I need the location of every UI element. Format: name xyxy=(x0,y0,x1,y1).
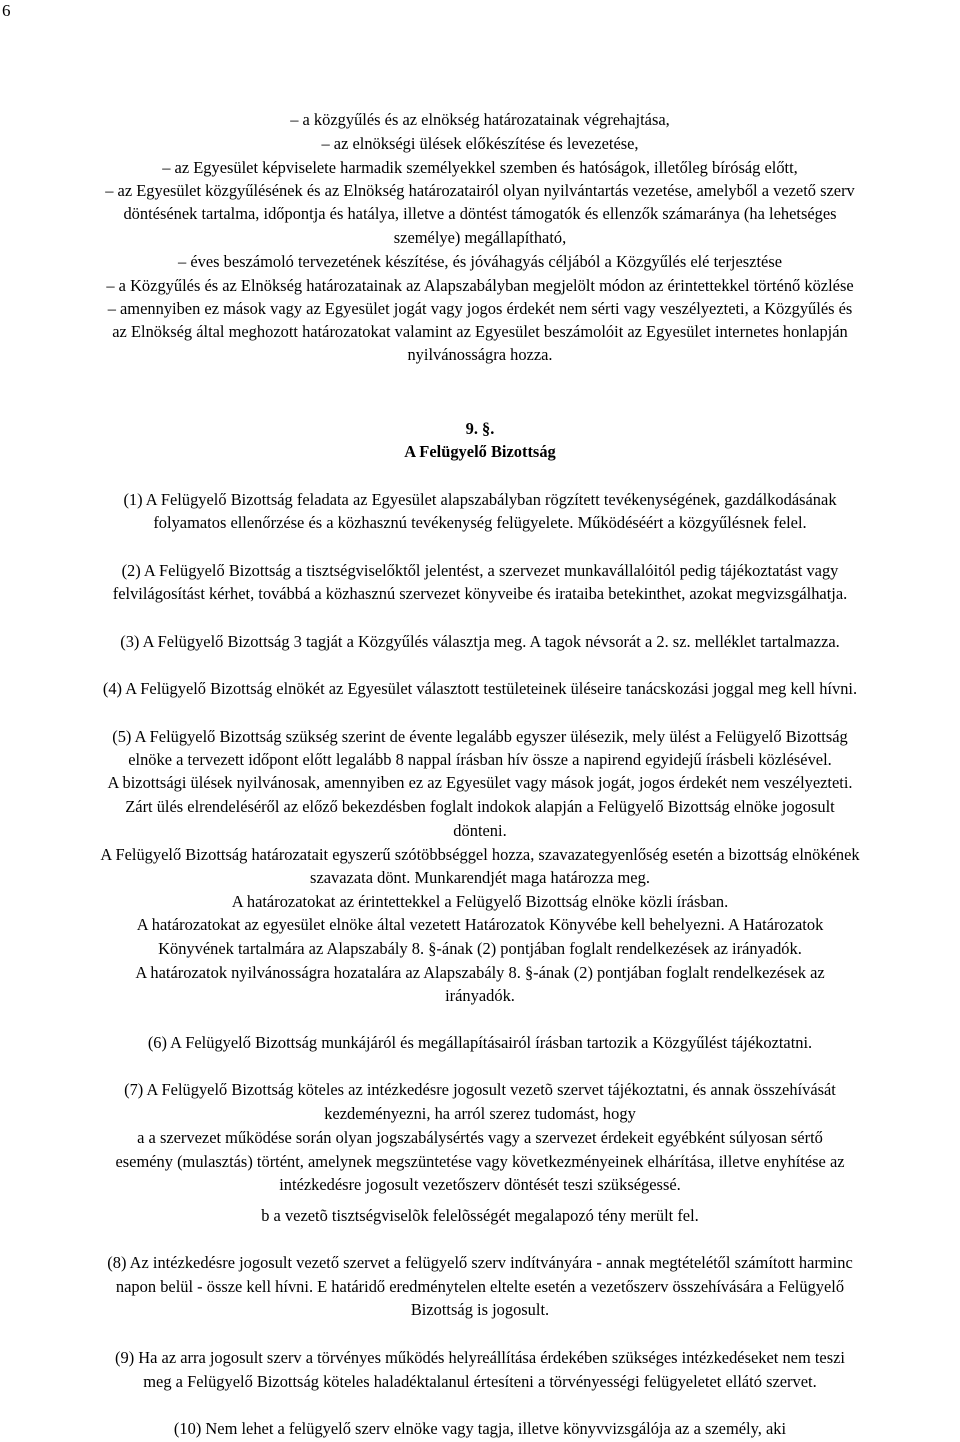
text-line: Könyvének tartalmára az Alapszabály 8. §-ának (2) pontjában foglalt rendelkezések az irányadók. xyxy=(158,939,802,958)
text-line: b a vezetõ tisztségviselõk felelõsségét megalapozó tény merült fel. xyxy=(261,1206,699,1225)
text-line: A határozatokat az egyesület elnöke által vezetett Határozatok Könyvébe kell behelyezni. A Határozatok xyxy=(136,915,824,934)
text-line: az Elnökség által meghozott határozatokat valamint az Egyesület beszámolóit az Egyesület internetes honlapján xyxy=(112,322,848,341)
text-line: – a Közgyűlés és az Elnökség határozatainak az Alapszabályban megjelölt módon az érintettekkel történő közlése xyxy=(106,276,854,295)
text-line: elnöke a tervezett időpont előtt legalább 8 nappal írásban hív össze a napirend egyidejű írásbeli közlésével. xyxy=(128,750,832,769)
text-line: napon belül - össze kell hívni. E határidő eredménytelen eltelte esetén a vezetőszerv összehívására a Felügyelő xyxy=(115,1277,845,1296)
text-line: – az Egyesület közgyűlésének és az Elnökség határozatairól olyan nyilvántartás vezetése, amelyből a vezető szerv xyxy=(105,181,855,200)
text-line: (2) A Felügyelő Bizottság a tisztségviselőktől jelentést, a szervezet munkavállalóitól pedig tájékoztatást vagy xyxy=(121,561,839,580)
text-line: meg a Felügyelő Bizottság köteles haladéktalanul értesíteni a törvényességi felügyeletet ellátó szervet. xyxy=(143,1372,817,1391)
page-number: 6 xyxy=(2,1,11,20)
text-line: – az Egyesület képviselete harmadik személyekkel szemben és hatóságok, illetőleg bíróság előtt, xyxy=(162,158,798,177)
text-line: (4) A Felügyelő Bizottság elnökét az Egyesület választott testületeinek üléseire tanácskozási joggal meg kell hívni. xyxy=(102,679,858,698)
text-line: szavazata dönt. Munkarendjét maga határozza meg. xyxy=(310,868,650,887)
text-line: A bizottsági ülések nyilvánosak, amennyiben ez az Egyesület vagy mások jogát, jogos érdekét nem veszélyezteti. xyxy=(107,773,853,792)
text-line: a a szervezet működése során olyan jogszabálysértés vagy a szervezet érdekeit egyébként súlyosan sértő xyxy=(137,1128,823,1147)
text-line: (8) Az intézkedésre jogosult vezető szervet a felügyelő szerv indítványára - annak megtételétől számított harminc xyxy=(107,1253,853,1272)
text-line: A határozatokat az érintettekkel a Felügyelő Bizottság elnöke közli írásban. xyxy=(231,892,729,911)
text-line: kezdeményezni, ha arról szerez tudomást, hogy xyxy=(324,1104,636,1123)
text-line: Zárt ülés elrendeléséről az előző bekezdésben foglalt indokok alapján a Felügyelő Bizottság elnöke jogosult xyxy=(125,797,835,816)
text-line: dönteni. xyxy=(453,821,507,840)
text-line: (3) A Felügyelő Bizottság 3 tagját a Közgyűlés választja meg. A tagok névsorát a 2. sz. melléklet tartalmazza. xyxy=(120,632,840,651)
text-line: intézkedésre jogosult vezetőszerv döntését teszi szükségessé. xyxy=(279,1175,681,1194)
section-heading: A Felügyelő Bizottság xyxy=(404,442,556,461)
text-line: – a közgyűlés és az elnökség határozatainak végrehajtása, xyxy=(290,110,670,129)
text-line: esemény (mulasztás) történt, amelynek megszüntetése vagy következményeinek elhárítása, illetve enyhítése az xyxy=(115,1152,845,1171)
text-line: (5) A Felügyelő Bizottság szükség szerint de évente legalább egyszer ülésezik, mely ülést a Felügyelő Bizottság xyxy=(112,727,848,746)
text-line: személye) megállapítható, xyxy=(393,228,567,247)
text-line: (9) Ha az arra jogosult szerv a törvényes működés helyreállítása érdekében szükséges intézkedéseket nem teszi xyxy=(115,1348,845,1367)
text-line: – az elnökségi ülések előkészítése és levezetése, xyxy=(321,134,639,153)
text-line: irányadók. xyxy=(445,986,515,1005)
text-line: – amennyiben ez mások vagy az Egyesület jogát vagy jogos érdekét nem sérti vagy veszélyezteti, a Közgyűlés és xyxy=(107,299,853,318)
text-line: (10) Nem lehet a felügyelő szerv elnöke vagy tagja, illetve könyvvizsgálója az a személy, aki xyxy=(173,1419,787,1438)
text-line: folyamatos ellenőrzése és a közhasznú tevékenység felügyelete. Működéséért a közgyűlésnek felel. xyxy=(153,513,807,532)
text-line: – éves beszámoló tervezetének készítése, és jóváhagyás céljából a Közgyűlés elé terjesztése xyxy=(177,252,783,271)
text-line: (1) A Felügyelő Bizottság feladata az Egyesület alapszabályban rögzített tevékenységének, gazdálkodásának xyxy=(123,490,837,509)
text-line: A határozatok nyilvánosságra hozatalára az Alapszabály 8. §-ának (2) pontjában foglalt rendelkezések az xyxy=(135,963,825,982)
text-line: (6) A Felügyelő Bizottság munkájáról és megállapításairól írásban tartozik a Közgyűlést tájékoztatni. xyxy=(147,1033,813,1052)
section-number: 9. §. xyxy=(465,419,495,438)
text-line: Bizottság is jogosult. xyxy=(410,1300,550,1319)
text-line: A Felügyelő Bizottság határozatait egyszerű szótöbbséggel hozza, szavazategyenlőség esetén a bizottság elnökének xyxy=(100,845,860,864)
text-line: (7) A Felügyelő Bizottság köteles az intézkedésre jogosult vezetõ szervet tájékoztatni, és annak összehívását xyxy=(124,1080,836,1099)
text-line: döntésének tartalma, időpontja és hatálya, illetve a döntést támogatók és ellenzők számaránya (ha lehetséges xyxy=(123,204,837,223)
text-line: nyilvánosságra hozza. xyxy=(407,345,553,364)
text-line: felvilágosítást kérhet, továbbá a közhasznú szervezet könyveibe és irataiba betekinthet, azokat megvizsgálhatja. xyxy=(112,584,848,603)
